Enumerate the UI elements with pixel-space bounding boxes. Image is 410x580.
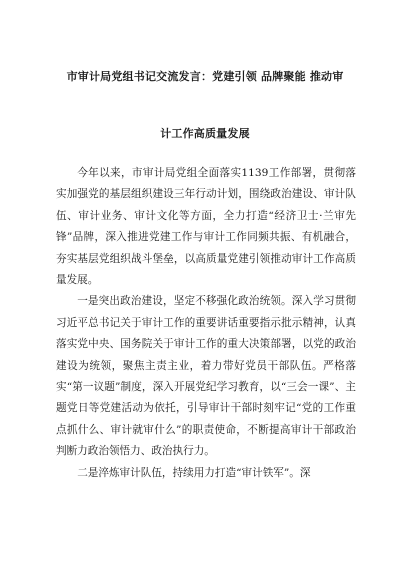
paragraph-political-building: 一是突出政治建设，坚定不移强化政治统领。深入学习贯彻习近平总书记关于审计工作的重要讲话重要指示批示精神，认真落实党中央、国务院关于审计工作的重大决策部署，以党的政治建设为统领，聚焦主责主业，着力带好党员干部队伍。严格落实“第一议题”制度，深入开展党纪学习教育，以“三会一课”、主题党日等党建活动为依托，引导审计干部时刻牢记“党的工作重点抓什么、审计就审什么”的职责使命，不断提高审计干部政治判断力政治领悟力、政治执行力。 [56, 295, 356, 458]
document-title-line-2: 计工作高质量发展 [160, 127, 250, 140]
document-body [56, 163, 356, 484]
document-title-line-1: 市审计局党组书记交流发言：党建引领 品牌聚能 推动审 [66, 70, 344, 83]
paragraph-intro: 今年以来，市审计局党组全面落实1139工作部署，贯彻落实加强党的基层组织建设三年行动计划，围绕政治建设、审计队伍、审计业务、审计文化等方面，全力打造“经济卫士·兰审先锋”品牌，深入推进党建工作与审计工作同频共振、有机融合，夯实基层党组织战斗堡垒，以高质量党建引领推动审计工作高质量发展。 [56, 167, 356, 287]
paragraph-audit-team: 二是淬炼审计队伍，持续用力打造“审计铁军”。深 [77, 466, 311, 479]
